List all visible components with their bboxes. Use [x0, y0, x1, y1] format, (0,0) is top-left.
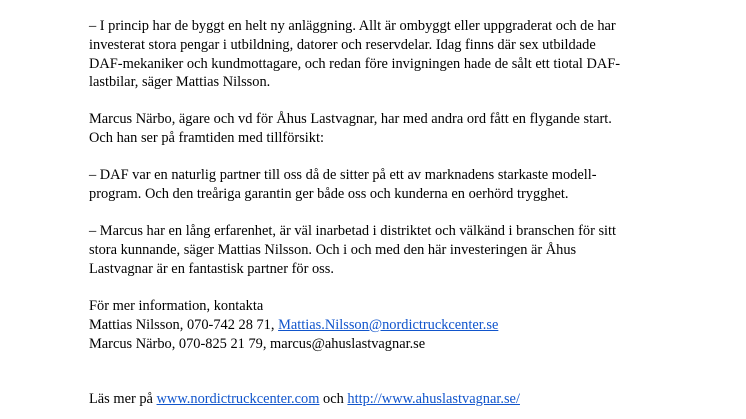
- text-line: DAF-mekaniker och kundmottagare, och redan före invigningen hade de sålt ett tiotal DAF-: [89, 55, 621, 72]
- read-more-text: [89, 390, 689, 409]
- email-link-mattias[interactable]: Mattias.Nilsson@nordictruckcenter.se: [278, 316, 499, 333]
- contact-line-marcus: Marcus Närbo, 070-825 21 79, marcus@ahuslastvagnar.se: [89, 335, 426, 352]
- nordictruckcenter-link[interactable]: www.nordictruckcenter.com: [156, 391, 320, 407]
- text-line: stora kunnande, säger Mattias Nilsson. Och i och med den här investeringen är Åhus: [89, 241, 577, 258]
- ahuslastvagnar-link[interactable]: http://www.ahuslastvagnar.se/: [347, 391, 520, 407]
- paragraph-quote-facility: [89, 17, 689, 92]
- text-line: lastbilar, säger Mattias Nilsson.: [89, 74, 271, 91]
- paragraph-quote-daf: [89, 166, 689, 204]
- text-line: investerat stora pengar i utbildning, datorer och reservdelar. Idag finns där sex utbildade: [89, 36, 596, 53]
- paragraph-marcus-intro: [89, 110, 689, 148]
- text-line: Och han ser på framtiden med tillförsikt:: [89, 129, 324, 146]
- read-more-line: [89, 390, 689, 409]
- text-line: Marcus Närbo, ägare och vd för Åhus Lastvagnar, har med andra ord fått en flygande start.: [89, 111, 612, 127]
- contact-text: Mattias Nilsson, 070-742 28 71,: [89, 316, 279, 333]
- text-line: Lastvagnar är en fantastisk partner för oss.: [89, 260, 334, 277]
- read-more-prefix: Läs mer på: [89, 391, 157, 407]
- text-line: – I princip har de byggt en helt ny anläggning. Allt är ombyggt eller uppgraderat och de har: [89, 18, 616, 34]
- text-line: – Marcus har en lång erfarenhet, är väl inarbetad i distriktet och välkänd i branschen för sitt: [89, 223, 617, 239]
- contact-section: [89, 297, 689, 353]
- text-line: program. Och den treåriga garantin ger både oss och kunderna en oerhörd trygghet.: [89, 185, 569, 202]
- read-more-conjunction: och: [319, 391, 348, 407]
- contact-line-mattias: [89, 316, 689, 335]
- text-line: – DAF var en naturlig partner till oss då de sitter på ett av marknadens starkaste modell-: [89, 167, 597, 183]
- paragraph-quote-marcus: [89, 222, 689, 278]
- contact-heading: För mer information, kontakta: [89, 298, 264, 314]
